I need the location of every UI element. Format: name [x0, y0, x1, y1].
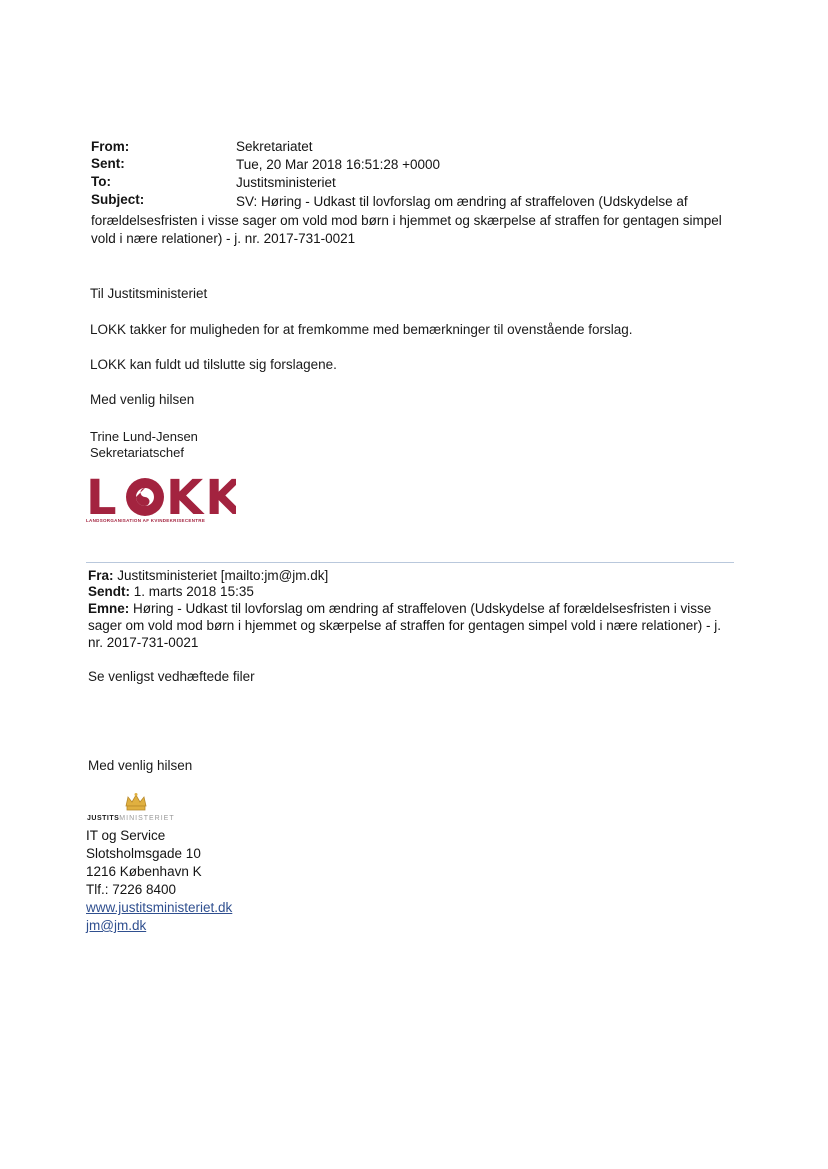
fwd-closing: Med venlig hilsen [88, 758, 193, 773]
jm-dept: IT og Service [86, 828, 166, 843]
paragraph-1: LOKK takker for muligheden for at fremkomme med bemærkninger til ovenstående forslag. [90, 322, 633, 337]
signer-name: Trine Lund-Jensen [90, 429, 198, 444]
jm-logo-word-2: MINISTERIET [119, 815, 175, 822]
closing: Med venlig hilsen [90, 392, 195, 407]
paragraph-2: LOKK kan fuldt ud tilslutte sig forslagene. [90, 357, 337, 372]
greeting: Til Justitsministeriet [90, 286, 208, 301]
jm-email-link[interactable]: jm@jm.dk [86, 918, 147, 933]
to-value: Justitsministeriet [236, 175, 336, 190]
from-value: Sekretariatet [236, 139, 313, 154]
fwd-from [88, 567, 748, 584]
jm-phone: Tlf.: 7226 8400 [86, 882, 177, 897]
signer-title: Sekretariatschef [90, 445, 184, 460]
fwd-subject-line-3: nr. 2017-731-0021 [88, 635, 199, 650]
fwd-subject-label: Emne: [88, 601, 130, 616]
sent-label: Sent: [91, 156, 125, 171]
lokk-tagline: LANDSORGANISATION AF KVINDEKRISECENTRE [86, 518, 206, 523]
fwd-from-label: Fra: [88, 568, 114, 583]
lokk-logo [86, 470, 236, 530]
svg-text:KK: KK [166, 470, 236, 526]
to-label: To: [91, 174, 111, 189]
jm-logo-word-1: JUSTITS [87, 815, 120, 822]
subject-label: Subject: [91, 192, 145, 207]
jm-address-1: Slotsholmsgade 10 [86, 846, 201, 861]
subject-line-3: vold i nære relationer) - j. nr. 2017-731-0021 [91, 231, 356, 246]
subject-line-2: forældelsesfristen i visse sager om vold mod børn i hjemmet og skærpelse af straffen for gentagen simpel [91, 213, 722, 228]
fwd-from-value: Justitsministeriet [mailto:jm@jm.dk] [117, 568, 329, 583]
fwd-sent [88, 583, 748, 600]
fwd-body: Se venligst vedhæftede filer [88, 669, 255, 684]
from-label: From: [91, 139, 130, 154]
crown-icon [124, 792, 148, 814]
subject-line-1: SV: Høring - Udkast til lovforslag om ændring af straffeloven (Udskydelse af [236, 194, 688, 209]
fwd-subject-line-2: sager om vold mod børn i hjemmet og skærpelse af straffen for gentagen simpel vold i nære relationer) - j. [88, 618, 722, 633]
forward-divider [86, 562, 734, 563]
fwd-subject [88, 600, 748, 617]
jm-address-2: 1216 København K [86, 864, 202, 879]
jm-logo-text [87, 815, 175, 822]
jm-website-link[interactable]: www.justitsministeriet.dk [86, 900, 233, 915]
sent-value: Tue, 20 Mar 2018 16:51:28 +0000 [236, 157, 441, 172]
fwd-sent-label: Sendt: [88, 584, 130, 599]
fwd-sent-value: 1. marts 2018 15:35 [133, 584, 254, 599]
fwd-subject-line-1: Høring - Udkast til lovforslag om ændring af straffeloven (Udskydelse af forældelsesfristen i visse [133, 601, 712, 616]
svg-text:L: L [86, 470, 119, 526]
